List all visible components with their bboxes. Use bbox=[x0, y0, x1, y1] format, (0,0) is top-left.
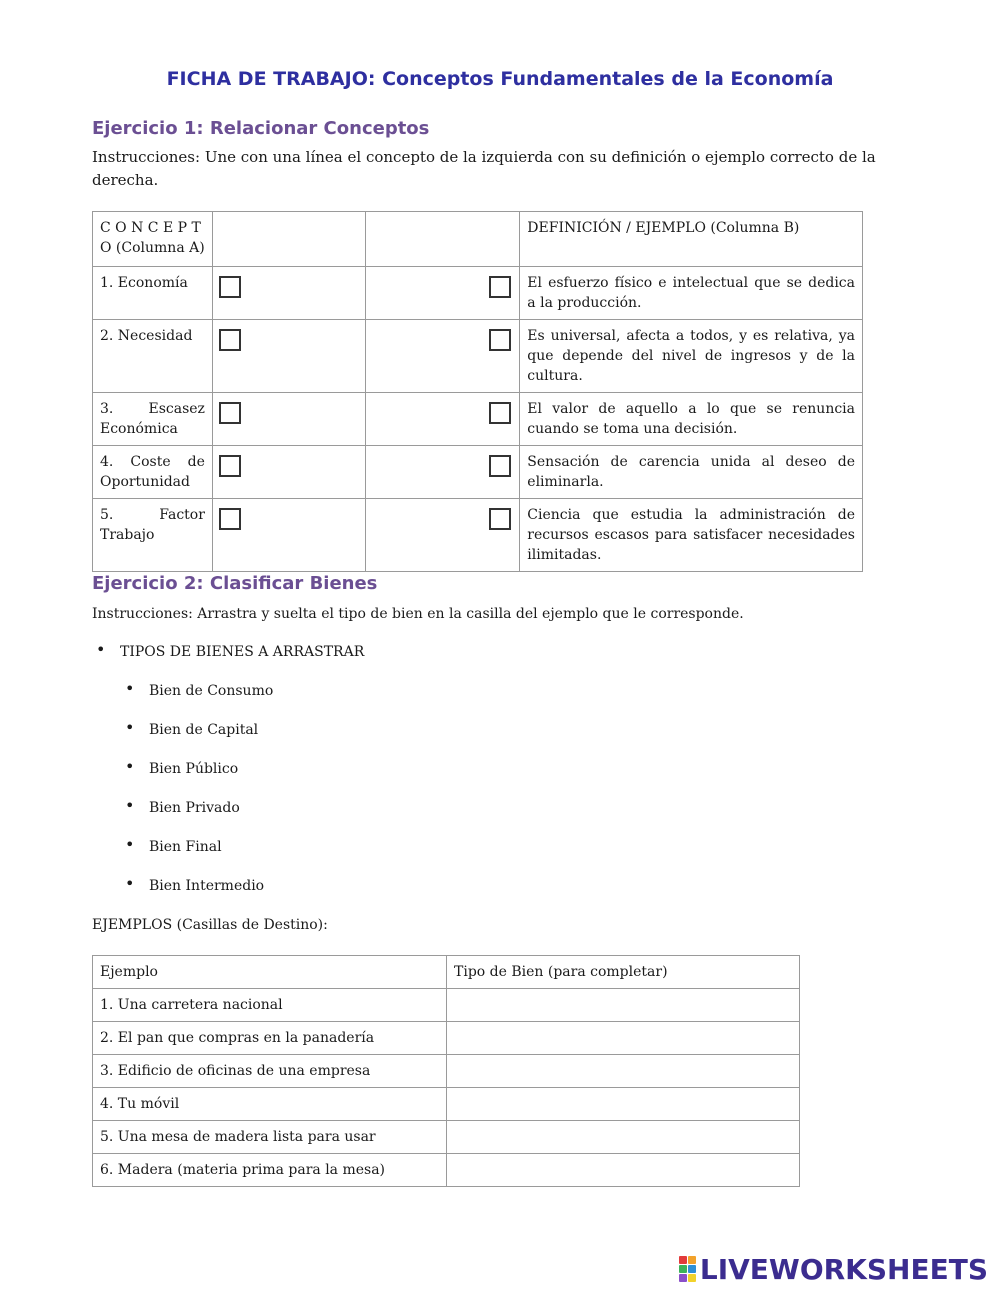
drop-target[interactable] bbox=[447, 1088, 800, 1121]
table-header: Ejemplo bbox=[93, 956, 447, 989]
left-match-checkbox[interactable] bbox=[219, 508, 241, 530]
drop-target[interactable] bbox=[447, 1055, 800, 1088]
bullet-icon: • bbox=[96, 640, 106, 659]
drop-target[interactable] bbox=[447, 1154, 800, 1187]
list-item: • TIPOS DE BIENES A ARRASTRAR bbox=[96, 640, 365, 660]
bullet-icon: • bbox=[125, 796, 135, 815]
concept-cell: 4. Coste de Oportunidad bbox=[93, 446, 213, 499]
left-match-checkbox[interactable] bbox=[219, 455, 241, 477]
definition-cell: Sensación de carencia unida al deseo de eliminarla. bbox=[520, 446, 863, 499]
drop-target[interactable] bbox=[447, 1121, 800, 1154]
left-match-checkbox[interactable] bbox=[219, 402, 241, 424]
draggable-type[interactable]: • Bien Final bbox=[125, 835, 222, 855]
drop-target[interactable] bbox=[447, 989, 800, 1022]
bullet-icon: • bbox=[125, 757, 135, 776]
example-cell: 3. Edificio de oficinas de una empresa bbox=[93, 1055, 447, 1088]
right-match-checkbox[interactable] bbox=[489, 508, 511, 530]
example-cell: 6. Madera (materia prima para la mesa) bbox=[93, 1154, 447, 1187]
bullet-icon: • bbox=[125, 679, 135, 698]
exercise-2-heading: Ejercicio 2: Clasificar Bienes bbox=[92, 573, 378, 594]
examples-table bbox=[92, 955, 800, 1187]
drop-target[interactable] bbox=[447, 1022, 800, 1055]
bullet-icon: • bbox=[125, 874, 135, 893]
logo-mark-icon bbox=[679, 1256, 696, 1282]
draggable-type[interactable]: • Bien Público bbox=[125, 757, 239, 777]
right-match-checkbox[interactable] bbox=[489, 402, 511, 424]
concept-cell: 2. Necesidad bbox=[93, 320, 213, 393]
concept-cell: 1. Economía bbox=[93, 267, 213, 320]
table-header: Tipo de Bien (para completar) bbox=[447, 956, 800, 989]
column-b-header: DEFINICIÓN / EJEMPLO (Columna B) bbox=[520, 212, 863, 267]
draggable-type[interactable]: • Bien Intermedio bbox=[125, 874, 265, 894]
examples-label: EJEMPLOS (Casillas de Destino): bbox=[92, 917, 328, 933]
exercise-2-instructions: Instrucciones: Arrastra y suelta el tipo de bien en la casilla del ejemplo que le corresponde. bbox=[92, 606, 744, 622]
draggable-type[interactable]: • Bien de Consumo bbox=[125, 679, 274, 699]
page-title: FICHA DE TRABAJO: Conceptos Fundamentales de la Economía bbox=[166, 68, 834, 90]
exercise-1-heading: Ejercicio 1: Relacionar Conceptos bbox=[92, 118, 430, 139]
example-cell: 2. El pan que compras en la panadería bbox=[93, 1022, 447, 1055]
concept-cell: 5. Factor Trabajo bbox=[93, 499, 213, 572]
draggable-type[interactable]: • Bien Privado bbox=[125, 796, 240, 816]
logo-text: LIVEWORKSHEETS bbox=[699, 1252, 988, 1286]
bullet-icon: • bbox=[125, 835, 135, 854]
example-cell: 4. Tu móvil bbox=[93, 1088, 447, 1121]
definition-cell: El valor de aquello a lo que se renuncia cuando se toma una decisión. bbox=[520, 393, 863, 446]
liveworksheets-logo bbox=[679, 1253, 988, 1285]
definition-cell: El esfuerzo físico e intelectual que se dedica a la producción. bbox=[520, 267, 863, 320]
example-cell: 5. Una mesa de madera lista para usar bbox=[93, 1121, 447, 1154]
left-match-checkbox[interactable] bbox=[219, 276, 241, 298]
exercise-1-instructions: Instrucciones: Une con una línea el concepto de la izquierda con su definición o ejemplo correcto de la derecha. bbox=[92, 148, 876, 189]
definition-cell: Es universal, afecta a todos, y es relativa, ya que depende del nivel de ingresos y de la cultura. bbox=[520, 320, 863, 393]
right-match-checkbox[interactable] bbox=[489, 455, 511, 477]
bullet-icon: • bbox=[125, 718, 135, 737]
concept-cell: 3. Escasez Económica bbox=[93, 393, 213, 446]
right-match-checkbox[interactable] bbox=[489, 276, 511, 298]
draggable-type[interactable]: • Bien de Capital bbox=[125, 718, 259, 738]
column-a-header: C O N C E P T O (Columna A) bbox=[93, 212, 213, 267]
example-cell: 1. Una carretera nacional bbox=[93, 989, 447, 1022]
right-match-checkbox[interactable] bbox=[489, 329, 511, 351]
matching-table bbox=[92, 211, 863, 572]
definition-cell: Ciencia que estudia la administración de recursos escasos para satisfacer necesidades ilimitadas. bbox=[520, 499, 863, 572]
left-match-checkbox[interactable] bbox=[219, 329, 241, 351]
